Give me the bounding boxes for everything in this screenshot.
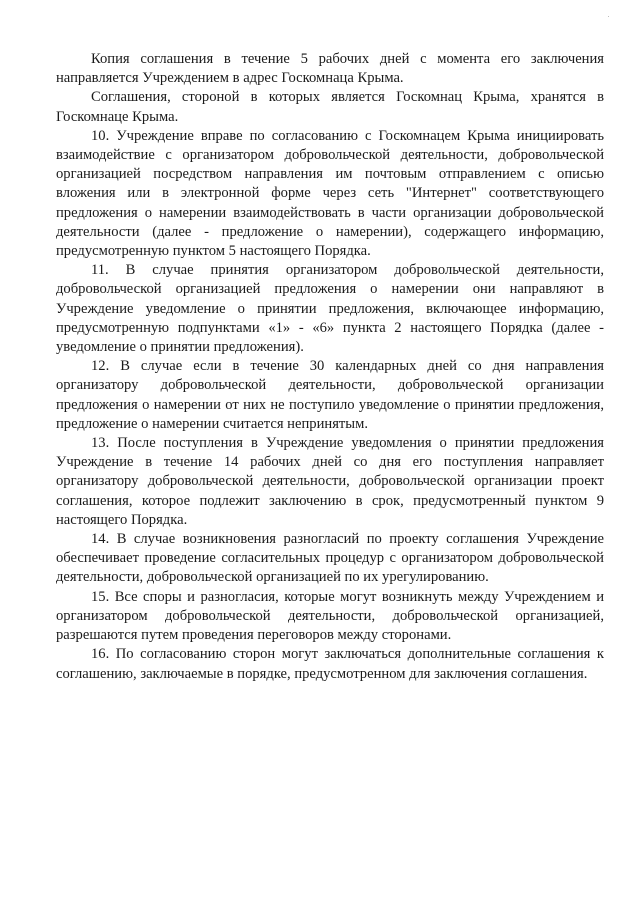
scan-speck xyxy=(608,16,609,17)
paragraph-13: 13. После поступления в Учреждение уведомления о принятии предложения Учреждение в течение 14 рабочих дней со дня его поступления направляет организатору добровольческой деятельности, добровольческой организации проект соглашения, которое подлежит заключению в срок, предусмотренный пунктом 9 настоящего Порядка. xyxy=(56,435,604,528)
paragraph-14: 14. В случае возникновения разногласий по проекту соглашения Учреждение обеспечивает проведение согласительных процедур с организатором добровольческой деятельности, добровольческой организацией по их урегулированию. xyxy=(56,531,604,586)
paragraph-10: 10. Учреждение вправе по согласованию с Госкомнацем Крыма инициировать взаимодействие с организатором добровольческой деятельности, добровольческой организацией посредством направления им почтовым отправлением с описью вложения или в электронной форме через сеть "Интернет" соответствующего предложения о намерении взаимодействовать в части организации добровольческой деятельности (далее - предложение о намерении), содержащего информацию, предусмотренную пунктом 5 настоящего Порядка. xyxy=(56,127,604,260)
paragraph-16: 16. По согласованию сторон могут заключаться дополнительные соглашения к соглашению, заключаемые в порядке, предусмотренном для заключения соглашения. xyxy=(56,646,604,682)
paragraph-copy-of-agreement: Копия соглашения в течение 5 рабочих дней с момента его заключения направляется Учреждением в адрес Госкомнацa Крыма. xyxy=(56,51,604,87)
paragraph-15: 15. Все споры и разногласия, которые могут возникнуть между Учреждением и организатором добровольческой деятельности, добровольческой организацией, разрешаются путем проведения переговоров между сторонами. xyxy=(56,588,604,644)
paragraph-agreements-storage: Соглашения, стороной в которых является Госкомнац Крыма, хранятся в Госкомнаце Крыма. xyxy=(56,89,604,125)
paragraph-11: 11. В случае принятия организатором добровольческой деятельности, добровольческой организацией предложения о намерении они направляют в Учреждение уведомление о принятии предложения, включающее информацию, предусмотренную подпунктами «1» - «6» пункта 2 настоящего Порядка (далее - уведомление о принятии предложения). xyxy=(56,262,604,356)
paragraph-12: 12. В случае если в течение 30 календарных дней со дня направления организатору добровольческой деятельности, добровольческой организации предложения о намерении от них не поступило уведомление о принятии предложения, предложение о намерении считается непринятым. xyxy=(56,358,604,432)
document-body xyxy=(56,50,604,684)
